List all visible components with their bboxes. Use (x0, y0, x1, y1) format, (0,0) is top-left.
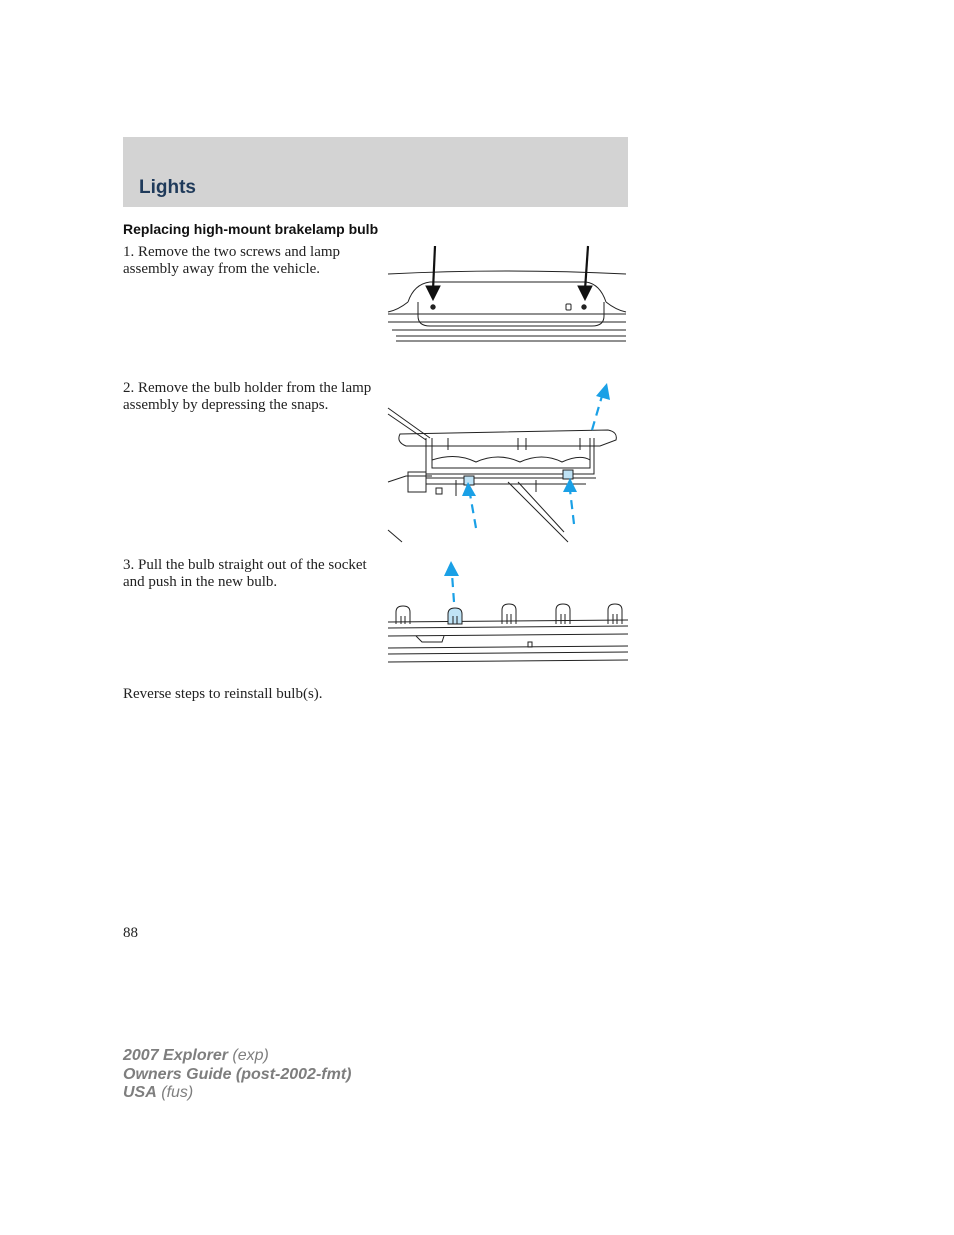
footer-line-1 (123, 1047, 351, 1066)
lamp-assembly-screws-illustration (386, 244, 628, 346)
closing-instruction: Reverse steps to reinstall bulb(s). (123, 686, 323, 702)
blue-dashed-arrow-icon (570, 490, 574, 524)
blue-dashed-arrow-icon (452, 574, 454, 602)
footer-market: USA (123, 1084, 157, 1101)
section-title: Replacing high-mount brakelamp bulb (123, 221, 379, 237)
section-header-band (123, 137, 628, 207)
blue-arrowhead-icon (563, 478, 577, 492)
blue-dashed-arrow-icon (470, 494, 476, 528)
bulb-replacement-illustration (386, 558, 628, 670)
step-1-text: 1. Remove the two screws and lamp assembly away from the vehicle. (123, 244, 341, 277)
page-number: 88 (123, 925, 138, 941)
footer-model-code: (exp) (232, 1047, 269, 1064)
step-2-text: 2. Remove the bulb holder from the lamp assembly by depressing the snaps. (123, 380, 372, 413)
footer-market-code: (fus) (161, 1084, 194, 1101)
bulb-holder-snaps-illustration (386, 380, 628, 544)
footer-model: 2007 Explorer (123, 1047, 228, 1064)
section-header-title: Lights (139, 177, 196, 198)
black-arrow-icon (426, 246, 440, 300)
footer-line-2 (123, 1066, 351, 1085)
blue-arrowhead-icon (444, 561, 459, 576)
blue-arrowhead-icon (596, 383, 610, 400)
step-3-text: 3. Pull the bulb straight out of the socket and push in the new bulb. (123, 557, 367, 590)
black-arrow-icon (578, 246, 592, 300)
footer-guide: Owners Guide (post-2002-fmt) (123, 1065, 352, 1083)
blue-dashed-arrow-icon (592, 396, 602, 430)
footer-line-3 (123, 1084, 351, 1103)
document-footer (123, 1047, 351, 1103)
